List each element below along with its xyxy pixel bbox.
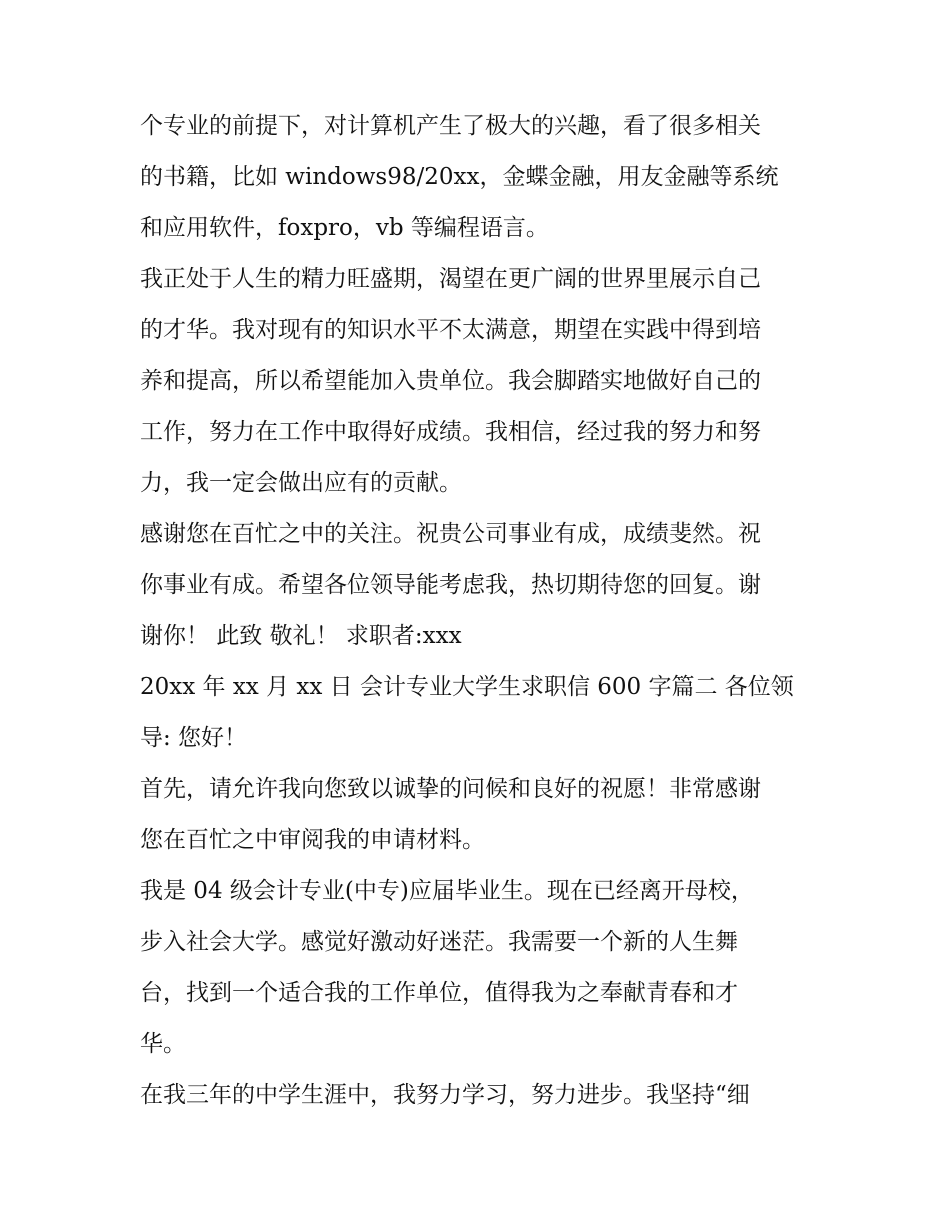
text-line: 在我三年的中学生涯中，我努力学习，努力进步。我坚持“细 (140, 1082, 750, 1108)
text-line: 首先，请允许我向您致以诚挚的问候和良好的祝愿！非常感谢 (140, 776, 761, 802)
paragraph-3 (140, 509, 820, 662)
document-body (140, 101, 820, 1121)
text-line: 20xx 年 xx 月 xx 日 会计专业大学生求职信 600 字篇二 各位领 (140, 674, 794, 700)
paragraph-7 (140, 1070, 820, 1121)
text-line: 个专业的前提下，对计算机产生了极大的兴趣，看了很多相关 (140, 113, 761, 139)
text-line: 步入社会大学。感觉好激动好迷茫。我需要一个新的人生舞 (140, 929, 738, 955)
text-line: 感谢您在百忙之中的关注。祝贵公司事业有成，成绩斐然。祝 (140, 521, 761, 547)
paragraph-4 (140, 662, 820, 764)
text-line: 台，找到一个适合我的工作单位，值得我为之奉献青春和才 (140, 980, 738, 1006)
text-line: 您在百忙之中审阅我的申请材料。 (140, 827, 485, 853)
text-line: 的才华。我对现有的知识水平不太满意，期望在实践中得到培 (140, 317, 761, 343)
text-line: 我是 04 级会计专业(中专)应届毕业生。现在已经离开母校， (140, 878, 754, 904)
paragraph-2 (140, 254, 820, 509)
text-line: 谢你！ 此致 敬礼！ 求职者:xxx (140, 623, 462, 649)
text-line: 你事业有成。希望各位领导能考虑我，热切期待您的回复。谢 (140, 572, 761, 598)
paragraph-1 (140, 101, 820, 254)
text-line: 的书籍，比如 windows98/20xx，金蝶金融，用友金融等系统 (140, 164, 779, 190)
paragraph-6 (140, 866, 820, 1070)
text-line: 养和提高，所以希望能加入贵单位。我会脚踏实地做好自己的 (140, 368, 761, 394)
text-line: 工作，努力在工作中取得好成绩。我相信，经过我的努力和努 (140, 419, 761, 445)
text-line: 和应用软件，foxpro，vb 等编程语言。 (140, 215, 549, 241)
text-line: 我正处于人生的精力旺盛期，渴望在更广阔的世界里展示自己 (140, 266, 761, 292)
text-line: 华。 (140, 1031, 186, 1057)
text-line: 力，我一定会做出应有的贡献。 (140, 470, 462, 496)
text-line: 导: 您好！ (140, 725, 248, 751)
paragraph-5 (140, 764, 820, 866)
